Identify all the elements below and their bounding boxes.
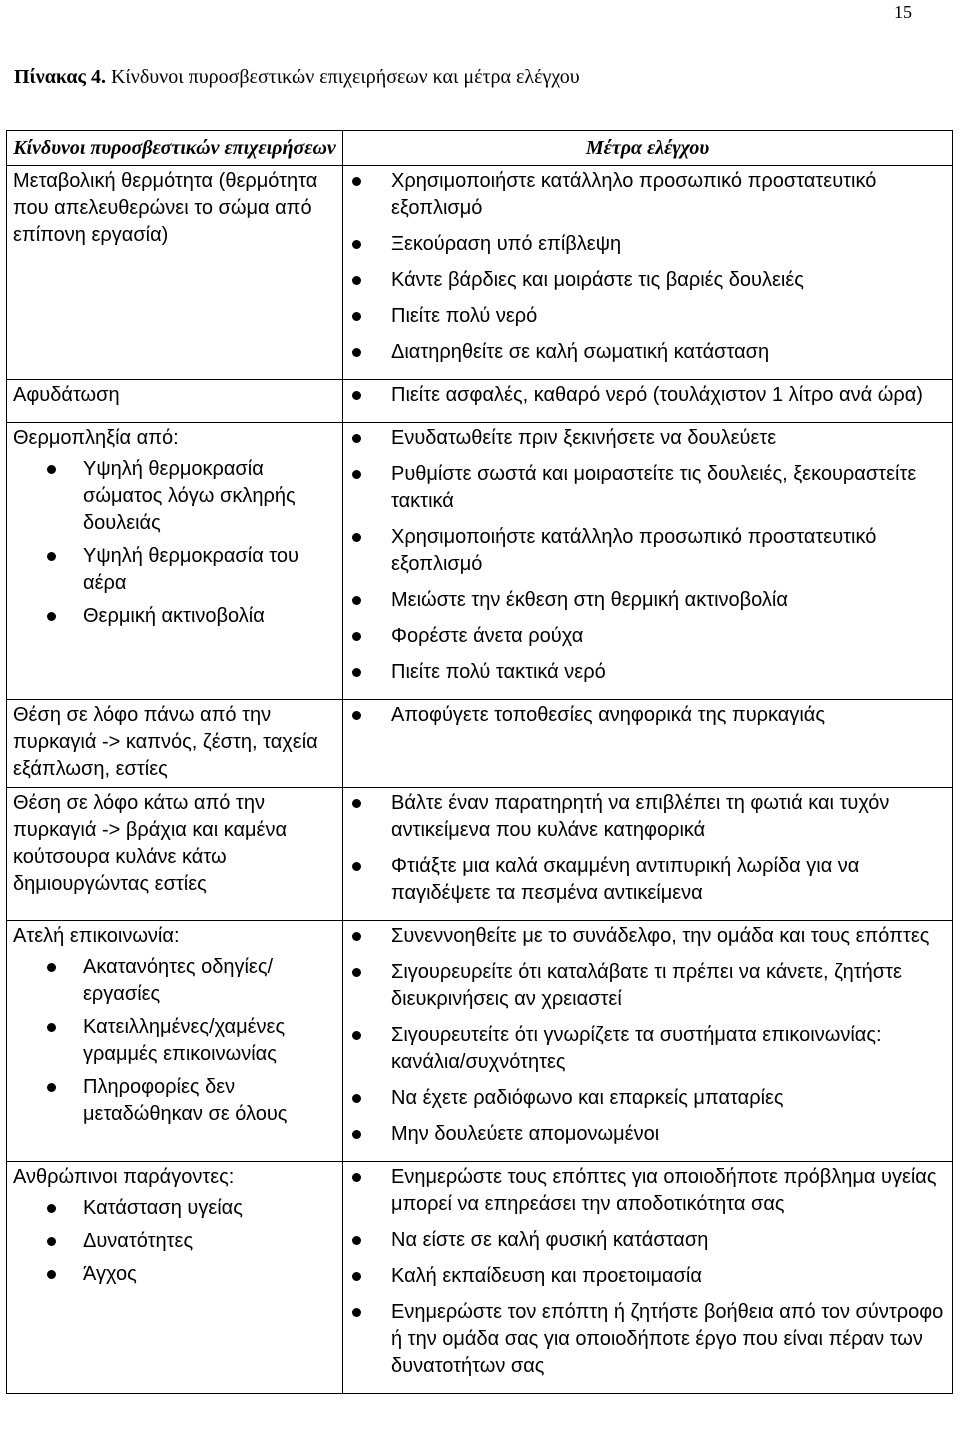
hazard-subitem: Κατειλλημένες/χαμένες γραμμές επικοινωνίας (13, 1014, 336, 1068)
hazard-sublist (13, 1195, 336, 1288)
measure-item: Σιγουρευτείτε ότι γνωρίζετε τα συστήματα επικοινωνίας: κανάλια/συχνότητες (349, 1022, 946, 1076)
measure-item: Να έχετε ραδιόφωνο και επαρκείς μπαταρίες (349, 1085, 946, 1112)
measure-item: Ενημερώστε τους επόπτες για οποιοδήποτε πρόβλημα υγείας μπορεί να επηρεάσει την αποδοτικότητα σας (349, 1164, 946, 1218)
table-row (7, 380, 953, 423)
hazard-text: Θέση σε λόφο κάτω από την πυρκαγιά -> βράχια και καμένα κούτσουρα κυλάνε κάτω δημιουργώντας εστίες (13, 792, 288, 895)
header-hazards: Κίνδυνοι πυροσβεστικών επιχειρήσεων (7, 131, 343, 166)
measure-item: Διατηρηθείτε σε καλή σωματική κατάσταση (349, 339, 946, 366)
hazard-text: Θερμοπληξία από: (13, 427, 179, 449)
measure-item: Φορέστε άνετα ρούχα (349, 623, 946, 650)
hazard-cell (7, 380, 343, 423)
hazard-text: Θέση σε λόφο πάνω από την πυρκαγιά -> καπνός, ζέστη, ταχεία εξάπλωση, εστίες (13, 704, 318, 780)
hazard-subitem: Δυνατότητες (13, 1228, 336, 1255)
hazard-sublist (13, 456, 336, 630)
hazard-text: Ατελή επικοινωνία: (13, 925, 180, 947)
hazard-cell (7, 788, 343, 921)
hazard-cell (7, 166, 343, 380)
hazard-text: Αφυδάτωση (13, 384, 120, 406)
table-row (7, 423, 953, 700)
measures-cell (343, 700, 953, 788)
table-row (7, 166, 953, 380)
table-caption (14, 66, 580, 89)
measure-item: Αποφύγετε τοποθεσίες ανηφορικά της πυρκαγιάς (349, 702, 946, 729)
measures-list (349, 168, 946, 366)
hazard-subitem: Υψηλή θερμοκρασία του αέρα (13, 543, 336, 597)
measure-item: Μην δουλεύετε απομονωμένοι (349, 1121, 946, 1148)
caption-label: Πίνακας 4. (14, 66, 106, 88)
table-row (7, 921, 953, 1162)
hazard-cell (7, 700, 343, 788)
hazard-subitem: Ακατανόητες οδηγίες/εργασίες (13, 954, 336, 1008)
measures-list (349, 790, 946, 907)
measure-item: Μειώστε την έκθεση στη θερμική ακτινοβολία (349, 587, 946, 614)
hazard-text: Ανθρώπινοι παράγοντες: (13, 1166, 235, 1188)
measure-item: Βάλτε έναν παρατηρητή να επιβλέπει τη φωτιά και τυχόν αντικείμενα που κυλάνε κατηφορικά (349, 790, 946, 844)
measure-item: Πιείτε πολύ νερό (349, 303, 946, 330)
measures-list (349, 702, 946, 729)
measures-list (349, 1164, 946, 1380)
hazard-sublist (13, 954, 336, 1128)
caption-title: Κίνδυνοι πυροσβεστικών επιχειρήσεων και μέτρα ελέγχου (110, 66, 580, 88)
measure-item: Χρησιμοποιήστε κατάλληλο προσωπικό προστατευτικό εξοπλισμό (349, 168, 946, 222)
hazard-cell (7, 423, 343, 700)
hazard-cell (7, 921, 343, 1162)
measures-cell (343, 788, 953, 921)
measure-item: Να είστε σε καλή φυσική κατάσταση (349, 1227, 946, 1254)
measure-item: Συνεννοηθείτε με το συνάδελφο, την ομάδα και τους επόπτες (349, 923, 946, 950)
hazard-cell (7, 1162, 343, 1394)
measures-list (349, 382, 946, 409)
hazard-subitem: Θερμική ακτινοβολία (13, 603, 336, 630)
measure-item: Πιείτε πολύ τακτικά νερό (349, 659, 946, 686)
table-row (7, 788, 953, 921)
header-measures: Μέτρα ελέγχου (343, 131, 953, 166)
hazard-subitem: Πληροφορίες δεν μεταδώθηκαν σε όλους (13, 1074, 336, 1128)
measure-item: Πιείτε ασφαλές, καθαρό νερό (τουλάχιστον 1 λίτρο ανά ώρα) (349, 382, 946, 409)
measures-cell (343, 380, 953, 423)
measures-cell (343, 166, 953, 380)
measures-cell (343, 921, 953, 1162)
table-row (7, 700, 953, 788)
hazards-table (6, 130, 953, 1394)
hazard-subitem: Υψηλή θερμοκρασία σώματος λόγω σκληρής δουλειάς (13, 456, 336, 537)
table-row (7, 1162, 953, 1394)
hazard-subitem: Άγχος (13, 1261, 336, 1288)
page-number: 15 (894, 2, 912, 22)
measure-item: Κάντε βάρδιες και μοιράστε τις βαριές δουλειές (349, 267, 946, 294)
table-header-row (7, 131, 953, 166)
hazard-text: Μεταβολική θερμότητα (θερμότητα που απελευθερώνει το σώμα από επίπονη εργασία) (13, 170, 318, 246)
measure-item: Ενημερώστε τον επόπτη ή ζητήστε βοήθεια από τον σύντροφο ή την ομάδα σας για οποιοδήποτε έργο που είναι πέραν των δυνατοτήτων σας (349, 1299, 946, 1380)
measure-item: Ξεκούραση υπό επίβλεψη (349, 231, 946, 258)
measure-item: Ρυθμίστε σωστά και μοιραστείτε τις δουλειές, ξεκουραστείτε τακτικά (349, 461, 946, 515)
measure-item: Ενυδατωθείτε πριν ξεκινήσετε να δουλεύετε (349, 425, 946, 452)
measures-list (349, 425, 946, 686)
measure-item: Καλή εκπαίδευση και προετοιμασία (349, 1263, 946, 1290)
measure-item: Χρησιμοποιήστε κατάλληλο προσωπικό προστατευτικό εξοπλισμό (349, 524, 946, 578)
measure-item: Σιγουρευρείτε ότι καταλάβατε τι πρέπει να κάνετε, ζητήστε διευκρινήσεις αν χρειαστεί (349, 959, 946, 1013)
measure-item: Φτιάξτε μια καλά σκαμμένη αντιπυρική λωρίδα για να παγιδέψετε τα πεσμένα αντικείμενα (349, 853, 946, 907)
hazard-subitem: Κατάσταση υγείας (13, 1195, 336, 1222)
measures-cell (343, 423, 953, 700)
measures-cell (343, 1162, 953, 1394)
measures-list (349, 923, 946, 1148)
